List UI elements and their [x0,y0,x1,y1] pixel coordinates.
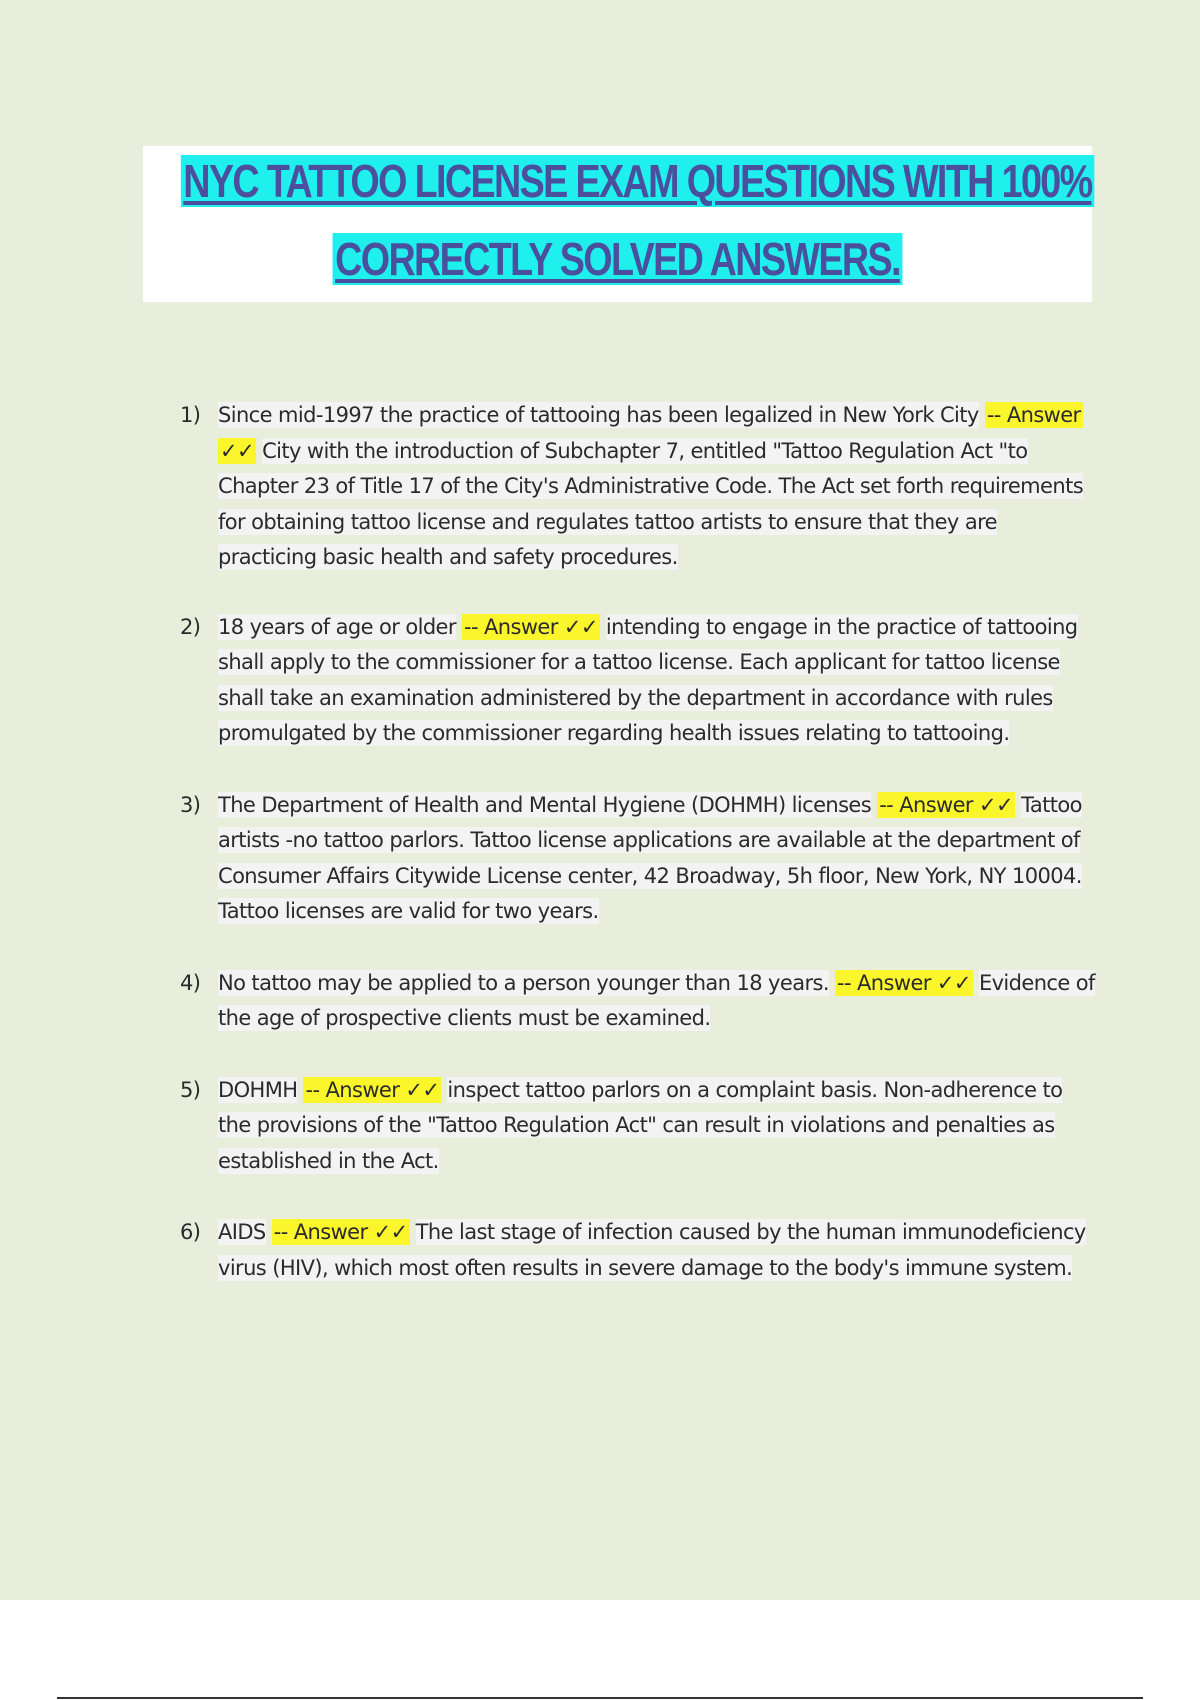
page-title-line-1-text: NYC TATTOO LICENSE EXAM QUESTIONS WITH 100% [181,155,1094,207]
footer-divider [57,1697,1143,1699]
question-list [178,398,1098,1286]
question-number: 1) [180,403,201,427]
question-text: Since mid-1997 the practice of tattooing has been legalized in New York City [218,403,979,427]
question-item [178,1215,1098,1286]
title-box [143,146,1092,302]
answer-marker: -- Answer ✓✓ [220,403,1081,463]
question-text: No tattoo may be applied to a person younger than 18 years. [218,970,829,995]
answer-marker: -- Answer ✓✓ [879,792,1014,817]
question-number: 3) [180,792,201,817]
question-number: 2) [180,614,201,639]
answer-marker: -- Answer ✓✓ [273,1220,408,1244]
question-number: 6) [180,1220,201,1244]
answer-text: intending to engage in the practice of tattooing shall apply to the commissioner for a tattoo license. Each applicant for tattoo license shall take an examination administered by the department in accordance with rules promulgated by the commissioner regarding health issues relating to tattooing. [218,614,1078,745]
question-number: 5) [180,1077,201,1102]
answer-text: Evidence of the age of prospective clients must be examined. [218,970,1095,1030]
page-title-line-2 [179,229,1056,289]
question-text: AIDS [218,1220,266,1244]
page-title-line-1 [179,151,1092,211]
answer-text: inspect tattoo parlors on a complaint basis. Non-adherence to the provisions of the "Tattoo Regulation Act" can result in violations and penalties as established in the Act. [218,1077,1063,1173]
answer-marker: -- Answer ✓✓ [463,614,598,639]
question-text: The Department of Health and Mental Hygiene (DOHMH) licenses [218,792,872,817]
question-item [178,610,1098,752]
question-number: 4) [180,970,201,995]
question-item [178,1073,1098,1180]
question-item [178,398,1098,576]
answer-text: City with the introduction of Subchapter 7, entitled "Tattoo Regulation Act "to Chapter 23 of Title 17 of the City's Administrative Code. The Act set forth requirements for obtaining tattoo license and regulates tattoo artists to ensure that they are practicing basic health and safety procedures. [218,438,1084,569]
answer-marker: -- Answer ✓✓ [305,1077,440,1102]
question-text: DOHMH [218,1077,298,1102]
answer-text: Tattoo artists -no tattoo parlors. Tattoo license applications are available at the department of Consumer Affairs Citywide License center, 42 Broadway, 5h floor, New York, NY 10004. Tattoo licenses are valid for two years. [218,792,1082,923]
question-text: 18 years of age or older [218,614,456,639]
question-item [178,788,1098,930]
question-item [178,966,1098,1037]
answer-text: The last stage of infection caused by the human immunodeficiency virus (HIV), which most often results in severe damage to the body's immune system. [218,1220,1086,1280]
page-title-line-2-text: CORRECTLY SOLVED ANSWERS. [333,233,903,285]
answer-marker: -- Answer ✓✓ [837,970,971,995]
